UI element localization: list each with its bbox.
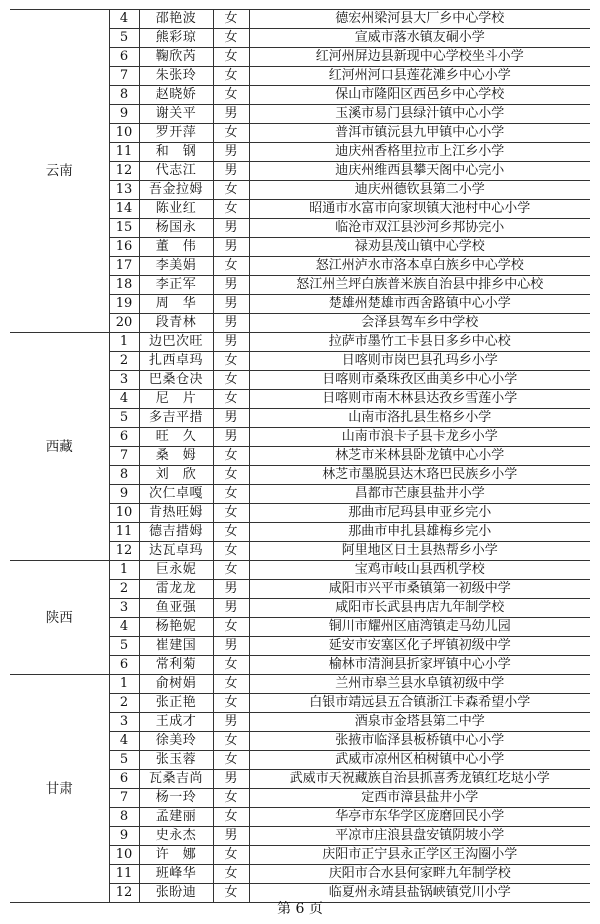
row-number-cell: 3 bbox=[109, 371, 139, 390]
school-cell: 林芝市米林县卧龙镇中心小学 bbox=[249, 447, 590, 466]
gender-cell: 女 bbox=[213, 200, 249, 219]
school-cell: 延安市安塞区化子坪镇初级中学 bbox=[249, 637, 590, 656]
row-number-cell: 19 bbox=[109, 295, 139, 314]
teacher-name-cell: 杨国永 bbox=[139, 219, 213, 238]
gender-cell: 女 bbox=[213, 656, 249, 675]
gender-cell: 女 bbox=[213, 751, 249, 770]
table-row bbox=[10, 675, 590, 694]
gender-cell: 男 bbox=[213, 770, 249, 789]
school-cell: 阿里地区日土县热帮乡小学 bbox=[249, 542, 590, 561]
teacher-name-cell: 朱张玲 bbox=[139, 67, 213, 86]
gender-cell: 女 bbox=[213, 466, 249, 485]
gender-cell: 女 bbox=[213, 789, 249, 808]
gender-cell: 男 bbox=[213, 162, 249, 181]
teacher-name-cell: 巨永妮 bbox=[139, 561, 213, 580]
row-number-cell: 12 bbox=[109, 542, 139, 561]
row-number-cell: 18 bbox=[109, 276, 139, 295]
teacher-name-cell: 崔建国 bbox=[139, 637, 213, 656]
teacher-name-cell: 代志江 bbox=[139, 162, 213, 181]
gender-cell: 男 bbox=[213, 637, 249, 656]
school-cell: 庆阳市正宁县永正学区王沟圈小学 bbox=[249, 846, 590, 865]
gender-cell: 女 bbox=[213, 504, 249, 523]
teacher-name-cell: 许 娜 bbox=[139, 846, 213, 865]
school-cell: 庆阳市合水县何家畔九年制学校 bbox=[249, 865, 590, 884]
row-number-cell: 5 bbox=[109, 751, 139, 770]
gender-cell: 女 bbox=[213, 29, 249, 48]
row-number-cell: 4 bbox=[109, 10, 139, 29]
school-cell: 怒江州兰坪白族普米族自治县中排乡中心校 bbox=[249, 276, 590, 295]
gender-cell: 男 bbox=[213, 827, 249, 846]
school-cell: 宣威市落水镇友硐小学 bbox=[249, 29, 590, 48]
school-cell: 林芝市墨脱县达木珞巴民族乡小学 bbox=[249, 466, 590, 485]
gender-cell: 女 bbox=[213, 542, 249, 561]
gender-cell: 男 bbox=[213, 105, 249, 124]
teacher-name-cell: 鞠欣芮 bbox=[139, 48, 213, 67]
gender-cell: 男 bbox=[213, 238, 249, 257]
teacher-name-cell: 瓦桑吉尚 bbox=[139, 770, 213, 789]
gender-cell: 女 bbox=[213, 618, 249, 637]
row-number-cell: 2 bbox=[109, 580, 139, 599]
school-cell: 武威市天祝藏族自治县抓喜秀龙镇红圪垯小学 bbox=[249, 770, 590, 789]
gender-cell: 女 bbox=[213, 124, 249, 143]
teacher-name-cell: 桑 姆 bbox=[139, 447, 213, 466]
teacher-name-cell: 谢关平 bbox=[139, 105, 213, 124]
teacher-name-cell: 吾金拉姆 bbox=[139, 181, 213, 200]
school-cell: 会泽县驾车乡中学校 bbox=[249, 314, 590, 333]
school-cell: 平凉市庄浪县盘安镇阴坡小学 bbox=[249, 827, 590, 846]
school-cell: 迪庆州香格里拉市上江乡小学 bbox=[249, 143, 590, 162]
gender-cell: 男 bbox=[213, 599, 249, 618]
gender-cell: 女 bbox=[213, 181, 249, 200]
teacher-name-cell: 邵艳波 bbox=[139, 10, 213, 29]
teacher-name-cell: 和 钢 bbox=[139, 143, 213, 162]
gender-cell: 女 bbox=[213, 865, 249, 884]
row-number-cell: 6 bbox=[109, 770, 139, 789]
teacher-name-cell: 扎西卓玛 bbox=[139, 352, 213, 371]
school-cell: 咸阳市兴平市桑镇第一初级中学 bbox=[249, 580, 590, 599]
row-number-cell: 8 bbox=[109, 86, 139, 105]
teacher-name-cell: 鱼亚强 bbox=[139, 599, 213, 618]
gender-cell: 女 bbox=[213, 371, 249, 390]
teacher-name-cell: 陈业红 bbox=[139, 200, 213, 219]
row-number-cell: 6 bbox=[109, 48, 139, 67]
row-number-cell: 14 bbox=[109, 200, 139, 219]
row-number-cell: 5 bbox=[109, 409, 139, 428]
province-cell: 西藏 bbox=[10, 333, 109, 561]
school-cell: 普洱市镇沅县九甲镇中心小学 bbox=[249, 124, 590, 143]
row-number-cell: 20 bbox=[109, 314, 139, 333]
row-number-cell: 5 bbox=[109, 29, 139, 48]
school-cell: 保山市隆阳区西邑乡中心学校 bbox=[249, 86, 590, 105]
school-cell: 定西市漳县盐井小学 bbox=[249, 789, 590, 808]
teacher-name-cell: 达瓦卓玛 bbox=[139, 542, 213, 561]
row-number-cell: 10 bbox=[109, 846, 139, 865]
row-number-cell: 9 bbox=[109, 485, 139, 504]
gender-cell: 女 bbox=[213, 523, 249, 542]
row-number-cell: 1 bbox=[109, 675, 139, 694]
gender-cell: 男 bbox=[213, 314, 249, 333]
row-number-cell: 1 bbox=[109, 333, 139, 352]
gender-cell: 女 bbox=[213, 485, 249, 504]
school-cell: 日喀则市桑珠孜区曲美乡中心小学 bbox=[249, 371, 590, 390]
teacher-name-cell: 雷龙龙 bbox=[139, 580, 213, 599]
row-number-cell: 9 bbox=[109, 827, 139, 846]
teacher-name-cell: 杨艳妮 bbox=[139, 618, 213, 637]
teacher-name-cell: 杨一玲 bbox=[139, 789, 213, 808]
school-cell: 华亭市东华学区庞磨回民小学 bbox=[249, 808, 590, 827]
gender-cell: 女 bbox=[213, 352, 249, 371]
teacher-name-cell: 熊彩琼 bbox=[139, 29, 213, 48]
row-number-cell: 11 bbox=[109, 865, 139, 884]
gender-cell: 男 bbox=[213, 580, 249, 599]
row-number-cell: 15 bbox=[109, 219, 139, 238]
row-number-cell: 11 bbox=[109, 143, 139, 162]
school-cell: 昌都市芒康县盐井小学 bbox=[249, 485, 590, 504]
gender-cell: 女 bbox=[213, 10, 249, 29]
school-cell: 怒江州泸水市洛本卓白族乡中心学校 bbox=[249, 257, 590, 276]
school-cell: 迪庆州德钦县第二小学 bbox=[249, 181, 590, 200]
teacher-name-cell: 刘 欣 bbox=[139, 466, 213, 485]
row-number-cell: 2 bbox=[109, 694, 139, 713]
gender-cell: 女 bbox=[213, 447, 249, 466]
school-cell: 酒泉市金塔县第二中学 bbox=[249, 713, 590, 732]
gender-cell: 男 bbox=[213, 713, 249, 732]
row-number-cell: 7 bbox=[109, 789, 139, 808]
row-number-cell: 12 bbox=[109, 884, 139, 903]
gender-cell: 男 bbox=[213, 276, 249, 295]
school-cell: 日喀则市南木林县达孜乡雪莲小学 bbox=[249, 390, 590, 409]
school-cell: 红河州屏边县新现中心学校坐斗小学 bbox=[249, 48, 590, 67]
province-cell: 陕西 bbox=[10, 561, 109, 675]
school-cell: 张掖市临泽县板桥镇中心小学 bbox=[249, 732, 590, 751]
teacher-name-cell: 徐美玲 bbox=[139, 732, 213, 751]
teacher-name-cell: 次仁卓嘎 bbox=[139, 485, 213, 504]
row-number-cell: 8 bbox=[109, 466, 139, 485]
teacher-name-cell: 多吉平措 bbox=[139, 409, 213, 428]
school-cell: 昭通市水富市向家坝镇大池村中心小学 bbox=[249, 200, 590, 219]
row-number-cell: 8 bbox=[109, 808, 139, 827]
school-cell: 楚雄州楚雄市西舍路镇中心小学 bbox=[249, 295, 590, 314]
school-cell: 红河州河口县莲花滩乡中心小学 bbox=[249, 67, 590, 86]
school-cell: 禄劝县茂山镇中心学校 bbox=[249, 238, 590, 257]
gender-cell: 女 bbox=[213, 808, 249, 827]
teacher-name-cell: 常利菊 bbox=[139, 656, 213, 675]
school-cell: 玉溪市易门县绿汁镇中心小学 bbox=[249, 105, 590, 124]
row-number-cell: 17 bbox=[109, 257, 139, 276]
province-cell: 云南 bbox=[10, 10, 109, 333]
teacher-name-cell: 旺 久 bbox=[139, 428, 213, 447]
school-cell: 白银市靖远县五合镇浙江卡森希望小学 bbox=[249, 694, 590, 713]
gender-cell: 男 bbox=[213, 333, 249, 352]
school-cell: 那曲市尼玛县申亚乡完小 bbox=[249, 504, 590, 523]
gender-cell: 女 bbox=[213, 561, 249, 580]
row-number-cell: 9 bbox=[109, 105, 139, 124]
page-number: 第 6 页 bbox=[277, 901, 323, 917]
teacher-name-cell: 张盼迪 bbox=[139, 884, 213, 903]
gender-cell: 男 bbox=[213, 295, 249, 314]
teacher-name-cell: 段青林 bbox=[139, 314, 213, 333]
row-number-cell: 10 bbox=[109, 124, 139, 143]
gender-cell: 女 bbox=[213, 846, 249, 865]
teacher-name-cell: 巴桑仓决 bbox=[139, 371, 213, 390]
row-number-cell: 5 bbox=[109, 637, 139, 656]
gender-cell: 男 bbox=[213, 143, 249, 162]
teacher-name-cell: 俞树娟 bbox=[139, 675, 213, 694]
teacher-name-cell: 张玉蓉 bbox=[139, 751, 213, 770]
row-number-cell: 6 bbox=[109, 428, 139, 447]
row-number-cell: 2 bbox=[109, 352, 139, 371]
row-number-cell: 3 bbox=[109, 599, 139, 618]
teacher-name-cell: 班峰华 bbox=[139, 865, 213, 884]
school-cell: 那曲市申扎县雄梅乡完小 bbox=[249, 523, 590, 542]
school-cell: 德宏州梁河县大厂乡中心学校 bbox=[249, 10, 590, 29]
teacher-name-cell: 边巴次旺 bbox=[139, 333, 213, 352]
gender-cell: 男 bbox=[213, 219, 249, 238]
row-number-cell: 4 bbox=[109, 618, 139, 637]
teacher-name-cell: 德吉措姆 bbox=[139, 523, 213, 542]
school-cell: 武威市凉州区柏树镇中心小学 bbox=[249, 751, 590, 770]
row-number-cell: 12 bbox=[109, 162, 139, 181]
row-number-cell: 7 bbox=[109, 67, 139, 86]
row-number-cell: 4 bbox=[109, 732, 139, 751]
school-cell: 兰州市皋兰县水阜镇初级中学 bbox=[249, 675, 590, 694]
gender-cell: 女 bbox=[213, 48, 249, 67]
school-cell: 日喀则市岗巴县孔玛乡小学 bbox=[249, 352, 590, 371]
table-row bbox=[10, 333, 590, 352]
row-number-cell: 13 bbox=[109, 181, 139, 200]
teacher-name-cell: 肯热旺姆 bbox=[139, 504, 213, 523]
table-row bbox=[10, 10, 590, 29]
school-cell: 临沧市双江县沙河乡邦协完小 bbox=[249, 219, 590, 238]
gender-cell: 女 bbox=[213, 694, 249, 713]
school-cell: 宝鸡市岐山县西机学校 bbox=[249, 561, 590, 580]
teacher-name-cell: 史永杰 bbox=[139, 827, 213, 846]
teacher-name-cell: 赵晓娇 bbox=[139, 86, 213, 105]
gender-cell: 女 bbox=[213, 732, 249, 751]
row-number-cell: 16 bbox=[109, 238, 139, 257]
gender-cell: 女 bbox=[213, 257, 249, 276]
gender-cell: 女 bbox=[213, 67, 249, 86]
roster-table-body bbox=[10, 10, 590, 903]
gender-cell: 女 bbox=[213, 86, 249, 105]
school-cell: 山南市浪卡子县卡龙乡小学 bbox=[249, 428, 590, 447]
teacher-name-cell: 李美娟 bbox=[139, 257, 213, 276]
teacher-name-cell: 张正艳 bbox=[139, 694, 213, 713]
roster-table bbox=[10, 9, 590, 903]
school-cell: 榆林市清涧县折家坪镇中心小学 bbox=[249, 656, 590, 675]
school-cell: 铜川市耀州区庙湾镇走马幼儿园 bbox=[249, 618, 590, 637]
teacher-name-cell: 孟建丽 bbox=[139, 808, 213, 827]
gender-cell: 女 bbox=[213, 675, 249, 694]
row-number-cell: 4 bbox=[109, 390, 139, 409]
teacher-name-cell: 李正军 bbox=[139, 276, 213, 295]
gender-cell: 女 bbox=[213, 390, 249, 409]
gender-cell: 男 bbox=[213, 428, 249, 447]
teacher-name-cell: 周 华 bbox=[139, 295, 213, 314]
province-cell: 甘肃 bbox=[10, 675, 109, 903]
row-number-cell: 1 bbox=[109, 561, 139, 580]
table-row bbox=[10, 561, 590, 580]
school-cell: 拉萨市墨竹工卡县日多乡中心校 bbox=[249, 333, 590, 352]
row-number-cell: 11 bbox=[109, 523, 139, 542]
row-number-cell: 7 bbox=[109, 447, 139, 466]
row-number-cell: 6 bbox=[109, 656, 139, 675]
row-number-cell: 3 bbox=[109, 713, 139, 732]
teacher-name-cell: 尼 片 bbox=[139, 390, 213, 409]
teacher-name-cell: 罗开萍 bbox=[139, 124, 213, 143]
gender-cell: 男 bbox=[213, 409, 249, 428]
teacher-name-cell: 王成才 bbox=[139, 713, 213, 732]
school-cell: 山南市洛扎县生格乡小学 bbox=[249, 409, 590, 428]
gender-cell: 女 bbox=[213, 884, 249, 903]
row-number-cell: 10 bbox=[109, 504, 139, 523]
school-cell: 临夏州永靖县盐锅峡镇党川小学 bbox=[249, 884, 590, 903]
school-cell: 咸阳市长武县冉店九年制学校 bbox=[249, 599, 590, 618]
school-cell: 迪庆州维西县攀天阁中心完小 bbox=[249, 162, 590, 181]
teacher-name-cell: 董 伟 bbox=[139, 238, 213, 257]
